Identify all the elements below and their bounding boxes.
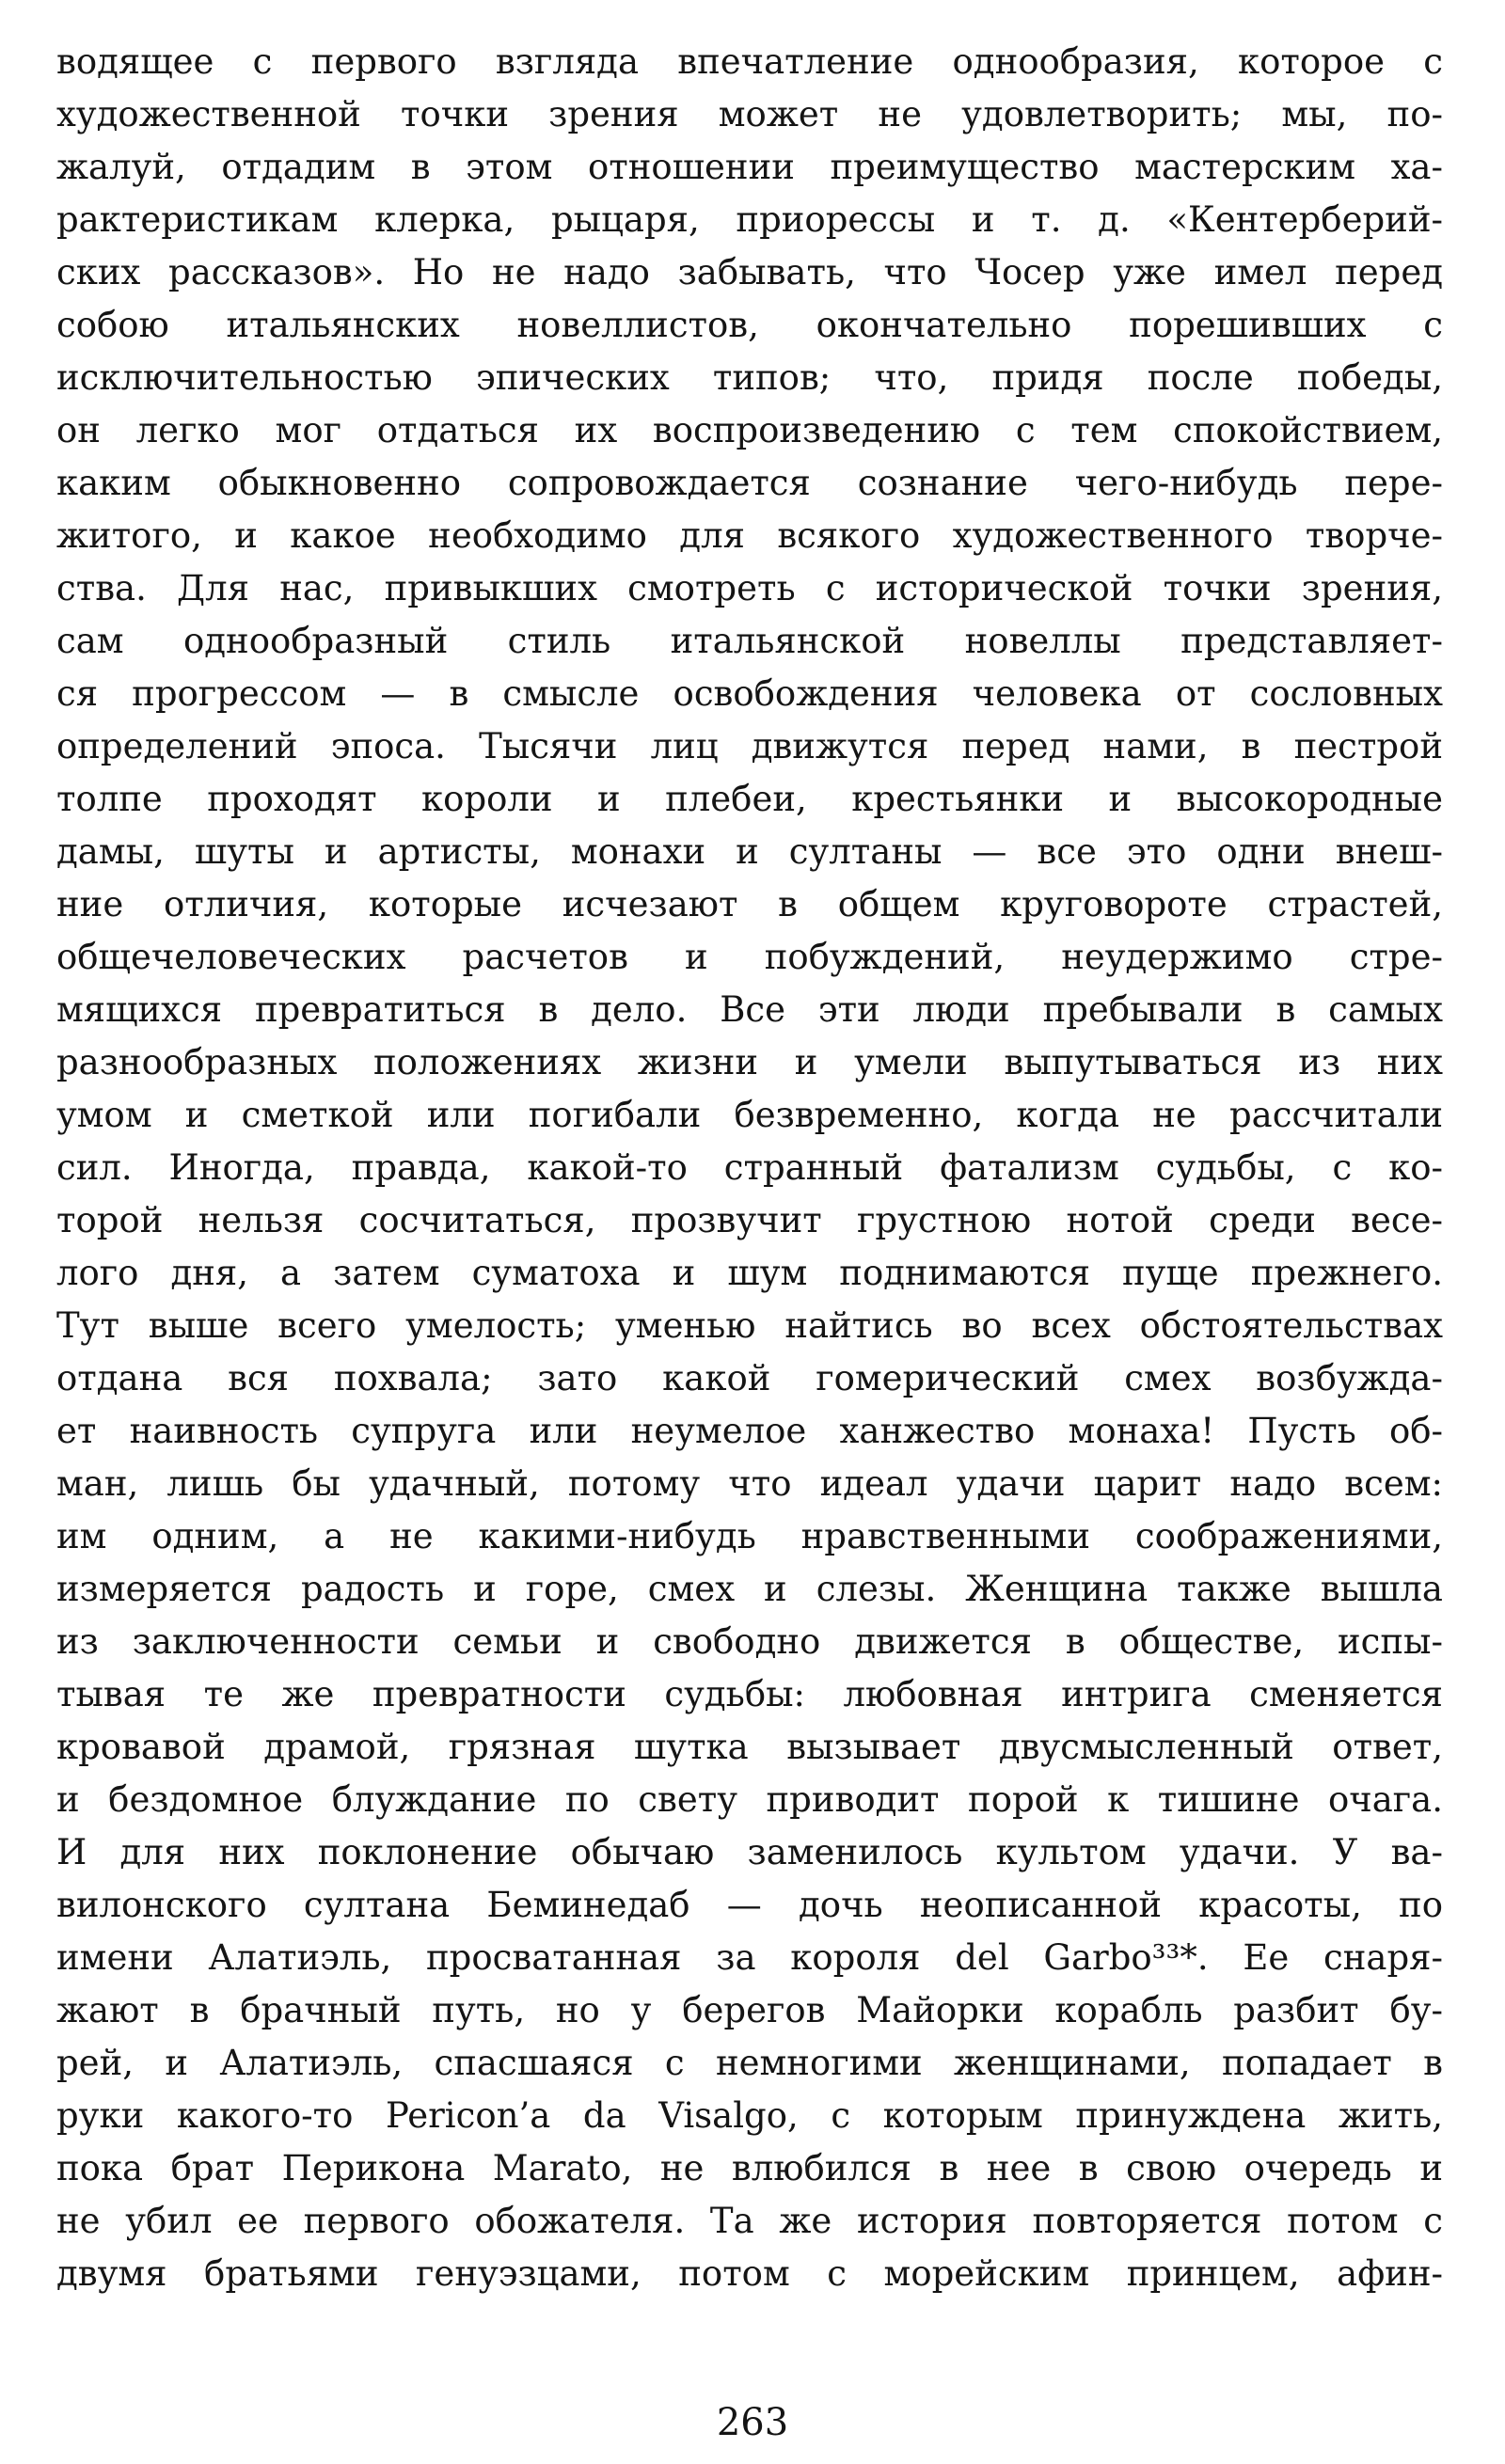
text-line: разнообразных положениях жизни и умели выпутываться из них <box>56 1042 1443 1082</box>
text-line: исключительностью эпических типов; что, придя после победы, <box>56 357 1443 398</box>
text-line: рактеристикам клерка, рыцаря, приорессы и т. д. «Кентерберий- <box>56 199 1443 240</box>
text-line: общечеловеческих расчетов и побуждений, неудержимо стре- <box>56 937 1443 977</box>
text-line: ние отличия, которые исчезают в общем круговороте страстей, <box>56 884 1443 924</box>
text-line: Тут выше всего умелость; уменью найтись во всех обстоятельствах <box>56 1305 1443 1346</box>
text-line: ет наивность супруга или неумелое ханжество монаха! Пусть об- <box>56 1411 1443 1451</box>
text-line: житого, и какое необходимо для всякого художественного творче- <box>56 515 1443 556</box>
text-line: художественной точки зрения может не удовлетворить; мы, по- <box>56 94 1443 134</box>
text-line: кровавой драмой, грязная шутка вызывает двусмысленный ответ, <box>56 1727 1443 1767</box>
text-line: и бездомное блуждание по свету приводит порой к тишине очага. <box>56 1779 1443 1820</box>
body-text <box>56 36 1443 2300</box>
text-line: ства. Для нас, привыкших смотреть с исторической точки зрения, <box>56 568 1443 608</box>
text-line: каким обыкновенно сопровождается сознание чего-нибудь пере- <box>56 463 1443 503</box>
text-line: он легко мог отдаться их воспроизведению с тем спокойствием, <box>56 410 1443 450</box>
text-line: жают в брачный путь, но у берегов Майорки корабль разбит бу- <box>56 1990 1443 2030</box>
text-line: измеряется радость и горе, смех и слезы. Женщина также вышла <box>56 1569 1443 1609</box>
text-line: тывая те же превратности судьбы: любовная интрига сменяется <box>56 1674 1443 1714</box>
text-line: не убил ее первого обожателя. Та же история повторяется потом с <box>56 2201 1443 2241</box>
text-line: мящихся превратиться в дело. Все эти люди пребывали в самых <box>56 989 1443 1030</box>
text-line: ман, лишь бы удачный, потому что идеал удачи царит надо всем: <box>56 1463 1443 1504</box>
text-line: вилонского султана Беминедаб — дочь неописанной красоты, по <box>56 1885 1443 1925</box>
text-line: руки какого-то Pericon’a da Visalgo, с которым принуждена жить, <box>56 2095 1443 2136</box>
text-line: рей, и Алатиэль, спасшаяся с немногими женщинами, попадает в <box>56 2043 1443 2083</box>
text-line: им одним, а не какими-нибудь нравственными соображениями, <box>56 1516 1443 1556</box>
text-line: двумя братьями генуэзцами, потом с морейским принцем, афин- <box>56 2253 1443 2294</box>
text-line: собою итальянских новеллистов, окончательно порешивших с <box>56 305 1443 345</box>
text-line: из заключенности семьи и свободно движется в обществе, испы- <box>56 1621 1443 1662</box>
text-line: ских рассказов». Но не надо забывать, что Чосер уже имел перед <box>56 252 1443 292</box>
text-line: сам однообразный стиль итальянской новеллы представляет- <box>56 621 1443 661</box>
text-line: сил. Иногда, правда, какой-то странный фатализм судьбы, с ко- <box>56 1147 1443 1188</box>
text-line: лого дня, а затем суматоха и шум поднимаются пуще прежнего. <box>56 1253 1443 1293</box>
page-number: 263 <box>716 2401 789 2444</box>
text-line: И для них поклонение обычаю заменилось культом удачи. У ва- <box>56 1832 1443 1872</box>
text-line: торой нельзя сосчитаться, прозвучит грустною нотой среди весе- <box>56 1200 1443 1240</box>
text-line: определений эпоса. Тысячи лиц движутся перед нами, в пестрой <box>56 726 1443 766</box>
text-line: пока брат Перикона Marato, не влюбился в нее в свою очередь и <box>56 2148 1443 2188</box>
text-line: толпе проходят короли и плебеи, крестьянки и высокородные <box>56 779 1443 819</box>
text-line: имени Алатиэль, просватанная за короля del Garbo³³*. Ее снаря- <box>56 1937 1443 1978</box>
text-line: ся прогрессом — в смысле освобождения человека от сословных <box>56 673 1443 714</box>
text-line: дамы, шуты и артисты, монахи и султаны — все это одни внеш- <box>56 831 1443 872</box>
text-line: отдана вся похвала; зато какой гомерический смех возбужда- <box>56 1358 1443 1398</box>
text-line: жалуй, отдадим в этом отношении преимущество мастерским ха- <box>56 147 1443 187</box>
text-line: водящее с первого взгляда впечатление однообразия, которое с <box>56 41 1443 82</box>
text-line: умом и сметкой или погибали безвременно, когда не рассчитали <box>56 1095 1443 1135</box>
